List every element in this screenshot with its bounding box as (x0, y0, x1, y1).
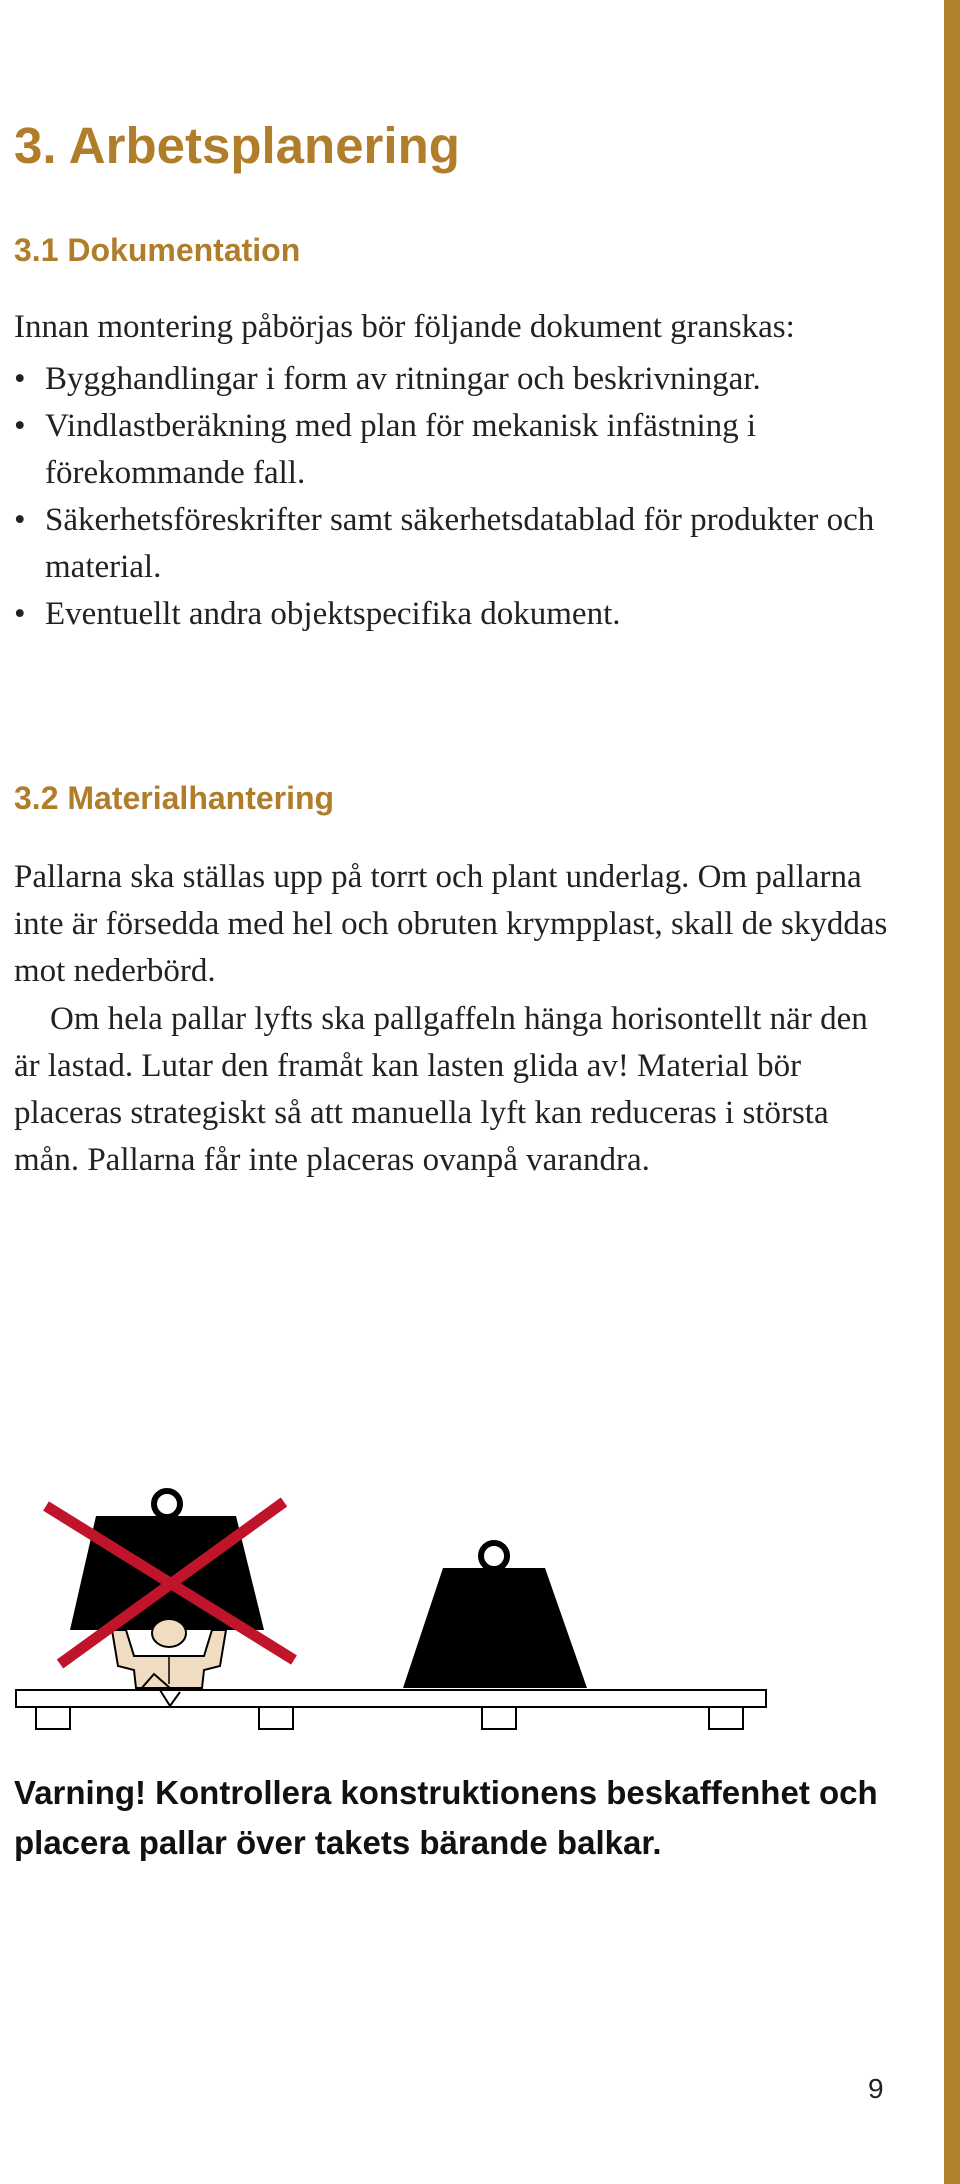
subsection-heading-material-handling: 3.2 Materialhantering (14, 780, 335, 816)
material-handling-paragraph-2: Om hela pallar lyfts ska pallgaffeln hänga horisontellt när den är lastad. Lutar den framåt kan lasten glida av! Material bör placeras strategiskt så att manuella lyft kan reduceras i största mån. Pallarna får inte placeras ovanpå varandra. (14, 1001, 868, 1178)
bullet-icon: • (14, 361, 26, 397)
bullet-icon: • (14, 502, 26, 538)
weight-icon (70, 1491, 264, 1630)
warning-text: Varning! Kontrollera konstruktionens beskaffenhet och placera pallar över takets bärande balkar. (14, 1774, 878, 1861)
list-item (14, 591, 884, 638)
list-item-text: Eventuellt andra objektspecifika dokument. (45, 596, 621, 632)
pallet-beam-icon (16, 1690, 766, 1729)
page-number: 9 (868, 2073, 884, 2104)
list-item-text: Bygghandlingar i form av ritningar och beskrivningar. (45, 361, 761, 397)
list-item-text: Säkerhetsföreskrifter samt säkerhetsdatablad för produkter och material. (45, 502, 875, 585)
page-edge-accent-bar (944, 0, 960, 2184)
material-handling-paragraph-1: Pallarna ska ställas upp på torrt och plant underlag. Om pallarna inte är försedda med hel och obruten krympplast, skall de skyddas mot nederbörd. (14, 859, 888, 989)
list-item-text: Vindlastberäkning med plan för mekanisk infästning i förekommande fall. (45, 408, 757, 491)
pallet-weight-illustration (14, 1480, 774, 1740)
weight-icon (403, 1543, 587, 1688)
documentation-intro: Innan montering påbörjas bör följande dokument granskas: (14, 309, 795, 345)
bullet-icon: • (14, 596, 26, 632)
section-title: 3. Arbetsplanering (14, 117, 460, 174)
list-item (14, 403, 884, 497)
bullet-icon: • (14, 408, 26, 444)
list-item (14, 497, 884, 591)
subsection-heading-documentation: 3.1 Dokumentation (14, 232, 301, 268)
documentation-list (14, 356, 884, 638)
list-item (14, 356, 884, 403)
